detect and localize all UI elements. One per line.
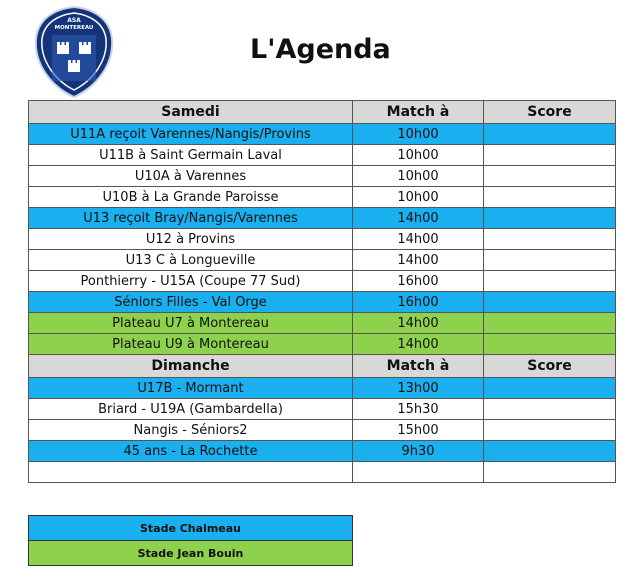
- table-row: [29, 229, 616, 250]
- match-cell: U13 C à Longueville: [29, 250, 353, 271]
- score-cell: [484, 208, 616, 229]
- time-cell: [353, 462, 484, 483]
- match-cell: 45 ans - La Rochette: [29, 441, 353, 462]
- table-row: [29, 166, 616, 187]
- time-header: Match à: [353, 355, 484, 378]
- score-cell: [484, 399, 616, 420]
- legend-label: Stade Chalmeau: [29, 516, 353, 541]
- time-cell: 14h00: [353, 334, 484, 355]
- day-header: Dimanche: [29, 355, 353, 378]
- score-header: Score: [484, 355, 616, 378]
- score-cell: [484, 124, 616, 145]
- samedi-header-row: [29, 101, 616, 124]
- svg-text:MONTEREAU: MONTEREAU: [54, 25, 94, 31]
- table-row: [29, 250, 616, 271]
- dimanche-header-row: [29, 355, 616, 378]
- match-cell: U17B - Mormant: [29, 378, 353, 399]
- table-row: [29, 313, 616, 334]
- time-cell: 14h00: [353, 250, 484, 271]
- table-row: [29, 420, 616, 441]
- score-cell: [484, 187, 616, 208]
- table-row: [29, 334, 616, 355]
- score-cell: [484, 271, 616, 292]
- table-row: [29, 378, 616, 399]
- match-cell: U10B à La Grande Paroisse: [29, 187, 353, 208]
- table-row: [29, 292, 616, 313]
- match-cell: U11B à Saint Germain Laval: [29, 145, 353, 166]
- match-cell: U11A reçoit Varennes/Nangis/Provins: [29, 124, 353, 145]
- match-cell: Nangis - Séniors2: [29, 420, 353, 441]
- table-row: [29, 462, 616, 483]
- score-cell: [484, 462, 616, 483]
- legend-row: [29, 516, 353, 541]
- match-cell: U13 reçoit Bray/Nangis/Varennes: [29, 208, 353, 229]
- match-cell: Ponthierry - U15A (Coupe 77 Sud): [29, 271, 353, 292]
- time-cell: 15h00: [353, 420, 484, 441]
- time-cell: 9h30: [353, 441, 484, 462]
- score-cell: [484, 420, 616, 441]
- time-header: Match à: [353, 101, 484, 124]
- stadium-legend: [28, 515, 353, 566]
- table-row: [29, 399, 616, 420]
- table-row: [29, 441, 616, 462]
- time-cell: 16h00: [353, 271, 484, 292]
- table-row: [29, 187, 616, 208]
- match-cell: Briard - U19A (Gambardella): [29, 399, 353, 420]
- time-cell: 13h00: [353, 378, 484, 399]
- time-cell: 14h00: [353, 313, 484, 334]
- table-row: [29, 208, 616, 229]
- time-cell: 16h00: [353, 292, 484, 313]
- score-cell: [484, 145, 616, 166]
- time-cell: 15h30: [353, 399, 484, 420]
- match-cell: Plateau U9 à Montereau: [29, 334, 353, 355]
- score-cell: [484, 313, 616, 334]
- score-cell: [484, 250, 616, 271]
- table-row: [29, 145, 616, 166]
- legend-label: Stade Jean Bouin: [29, 541, 353, 566]
- time-cell: 14h00: [353, 229, 484, 250]
- score-cell: [484, 378, 616, 399]
- time-cell: 14h00: [353, 208, 484, 229]
- score-cell: [484, 229, 616, 250]
- time-cell: 10h00: [353, 124, 484, 145]
- legend-row: [29, 541, 353, 566]
- score-cell: [484, 292, 616, 313]
- svg-text:ASA: ASA: [67, 17, 81, 24]
- club-logo: [34, 5, 114, 99]
- match-cell: U12 à Provins: [29, 229, 353, 250]
- match-cell: Plateau U7 à Montereau: [29, 313, 353, 334]
- time-cell: 10h00: [353, 166, 484, 187]
- match-cell: U10A à Varennes: [29, 166, 353, 187]
- time-cell: 10h00: [353, 145, 484, 166]
- match-cell: [29, 462, 353, 483]
- score-cell: [484, 334, 616, 355]
- score-cell: [484, 166, 616, 187]
- table-row: [29, 124, 616, 145]
- score-cell: [484, 441, 616, 462]
- match-cell: Séniors Filles - Val Orge: [29, 292, 353, 313]
- score-header: Score: [484, 101, 616, 124]
- day-header: Samedi: [29, 101, 353, 124]
- agenda-table: [28, 100, 616, 483]
- page-title: L'Agenda: [250, 34, 391, 65]
- table-row: [29, 271, 616, 292]
- time-cell: 10h00: [353, 187, 484, 208]
